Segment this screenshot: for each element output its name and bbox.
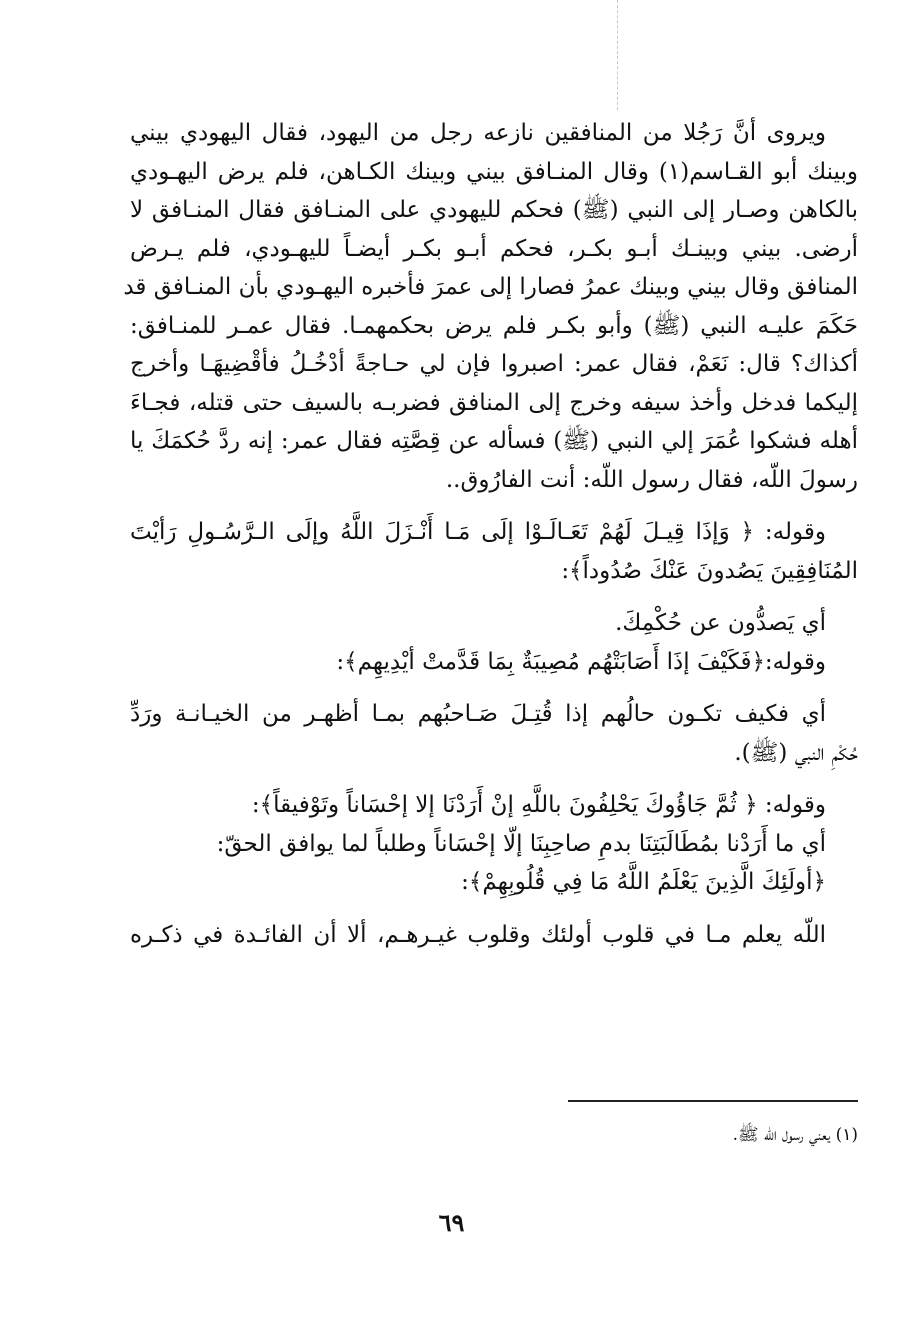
text-line: وبينك أبو القـاسم(١) وقال المنـافق بيني وبينك الكـاهن، فلم يرض اليهـودي xyxy=(130,158,858,185)
text-line: أهله فشكوا عُمَرَ إلي النبي (ﷺ) فسأله عن قِصَّتِه فقال عمر: إنه ردَّ حُكمَكَ يا xyxy=(130,428,858,454)
text-line: وقوله:﴿فَكَيْفَ إذَا أَصَابَتْهُم مُصِيبَةٌ بِمَا قَدَّمتْ أيْدِيهِم﴾: xyxy=(336,648,826,675)
text-line: أي فكيف تكـون حالُهم إذا قُتِـلَ صَـاحبُهم بمـا أظهـر من الخيـانـة ورَدِّ xyxy=(130,701,826,727)
main-text xyxy=(123,114,858,954)
text-line: حَكَمَ عليـه النبي (ﷺ) وأبو بكـر فلم يرض بحكمهمـا. فقال عمـر للمنـافق: xyxy=(130,312,858,339)
text-line: وقوله: ﴿ ثُمَّ جَاؤُوكَ يَحْلِفُونَ باللَّهِ إنْ أَرَدْنَا إلا إحْسَاناً وتَوْفيقاً﴾: xyxy=(251,792,826,818)
paragraph-verse-2 xyxy=(130,604,858,681)
footnote: (١) يعني رسول اللّه ﷺ. xyxy=(732,1125,858,1145)
text-line: إليكما فدخل وأخذ سيفه وخرج إلى المنافق فضربـه بالسيف حتى قتله، فجـاءَ xyxy=(130,389,858,416)
paragraph-explanation xyxy=(130,695,858,772)
text-line: ويروى أنَّ رَجُلا من المنافقين نازعه رجل من اليهود، فقال اليهودي بيني xyxy=(130,120,826,146)
text-line: اللّه يعلم مـا في قلوب أولئك وقلوب غيـرهـم، ألا أن الفائـدة في ذكـره xyxy=(130,921,826,948)
text-line: أي يَصدُّون عن حُكْمِكَ. xyxy=(615,610,826,636)
text-line: أكذاك؟ قال: نَعَمْ، فقال عمر: اصبروا فإن لي حـاجةً أدْخُـلُ فأقْضِيهَـا وأخرج xyxy=(130,351,858,377)
text-line: رسولَ اللّه، فقال رسول اللّه: أنت الفارُوق.. xyxy=(445,466,858,493)
scan-fold-mark xyxy=(617,0,619,110)
text-line: حُكْمِ النبي (ﷺ). xyxy=(734,739,858,766)
paragraph-story xyxy=(123,114,858,499)
text-line: ﴿أولَئِكَ الَّذِينَ يَعْلَمُ اللَّهُ مَا فِي قُلُوبِهِمْ﴾: xyxy=(461,869,826,895)
text-line: المُنَافِقِينَ يَصُدونَ عَنْكَ صُدُوداً﴾: xyxy=(561,557,858,584)
page-number: ٦٩ xyxy=(438,1208,465,1237)
paragraph-verse-1 xyxy=(130,513,858,590)
text-line: وقوله: ﴿ وَإذَا قِيـلَ لَهُمْ تَعَـالَـوْا إلَى مَـا أَنْـزَلَ اللَّهُ وإلَى الـرَّسُـولِ رَأيْتَ xyxy=(130,519,826,545)
footnote-divider xyxy=(568,1100,858,1102)
text-line: أي ما أَرَدْنا بمُطَالَبَتِنَا بدمِ صاحِبِنَا إلّا إحْسَاناً وطلباً لما يوافق الحقّ: xyxy=(216,830,826,857)
text-line: بالكاهن وصـار إلى النبي (ﷺ) فحكم لليهودي على المنـافق فقال المنـافق لا xyxy=(130,197,858,223)
paragraph-verse-3 xyxy=(130,786,858,902)
text-line: المنافق وقال بيني وبينك عمرُ فصارا إلى عمرَ فأخبره اليهـودي بأن المنـافق قد xyxy=(123,274,858,300)
paragraph-closing xyxy=(130,916,858,955)
text-line: أرضى. بيني وبينـك أبـو بكـر، فحكم أبـو بكـر أيضـاً لليهـودي، فلم يـرض xyxy=(130,235,858,262)
